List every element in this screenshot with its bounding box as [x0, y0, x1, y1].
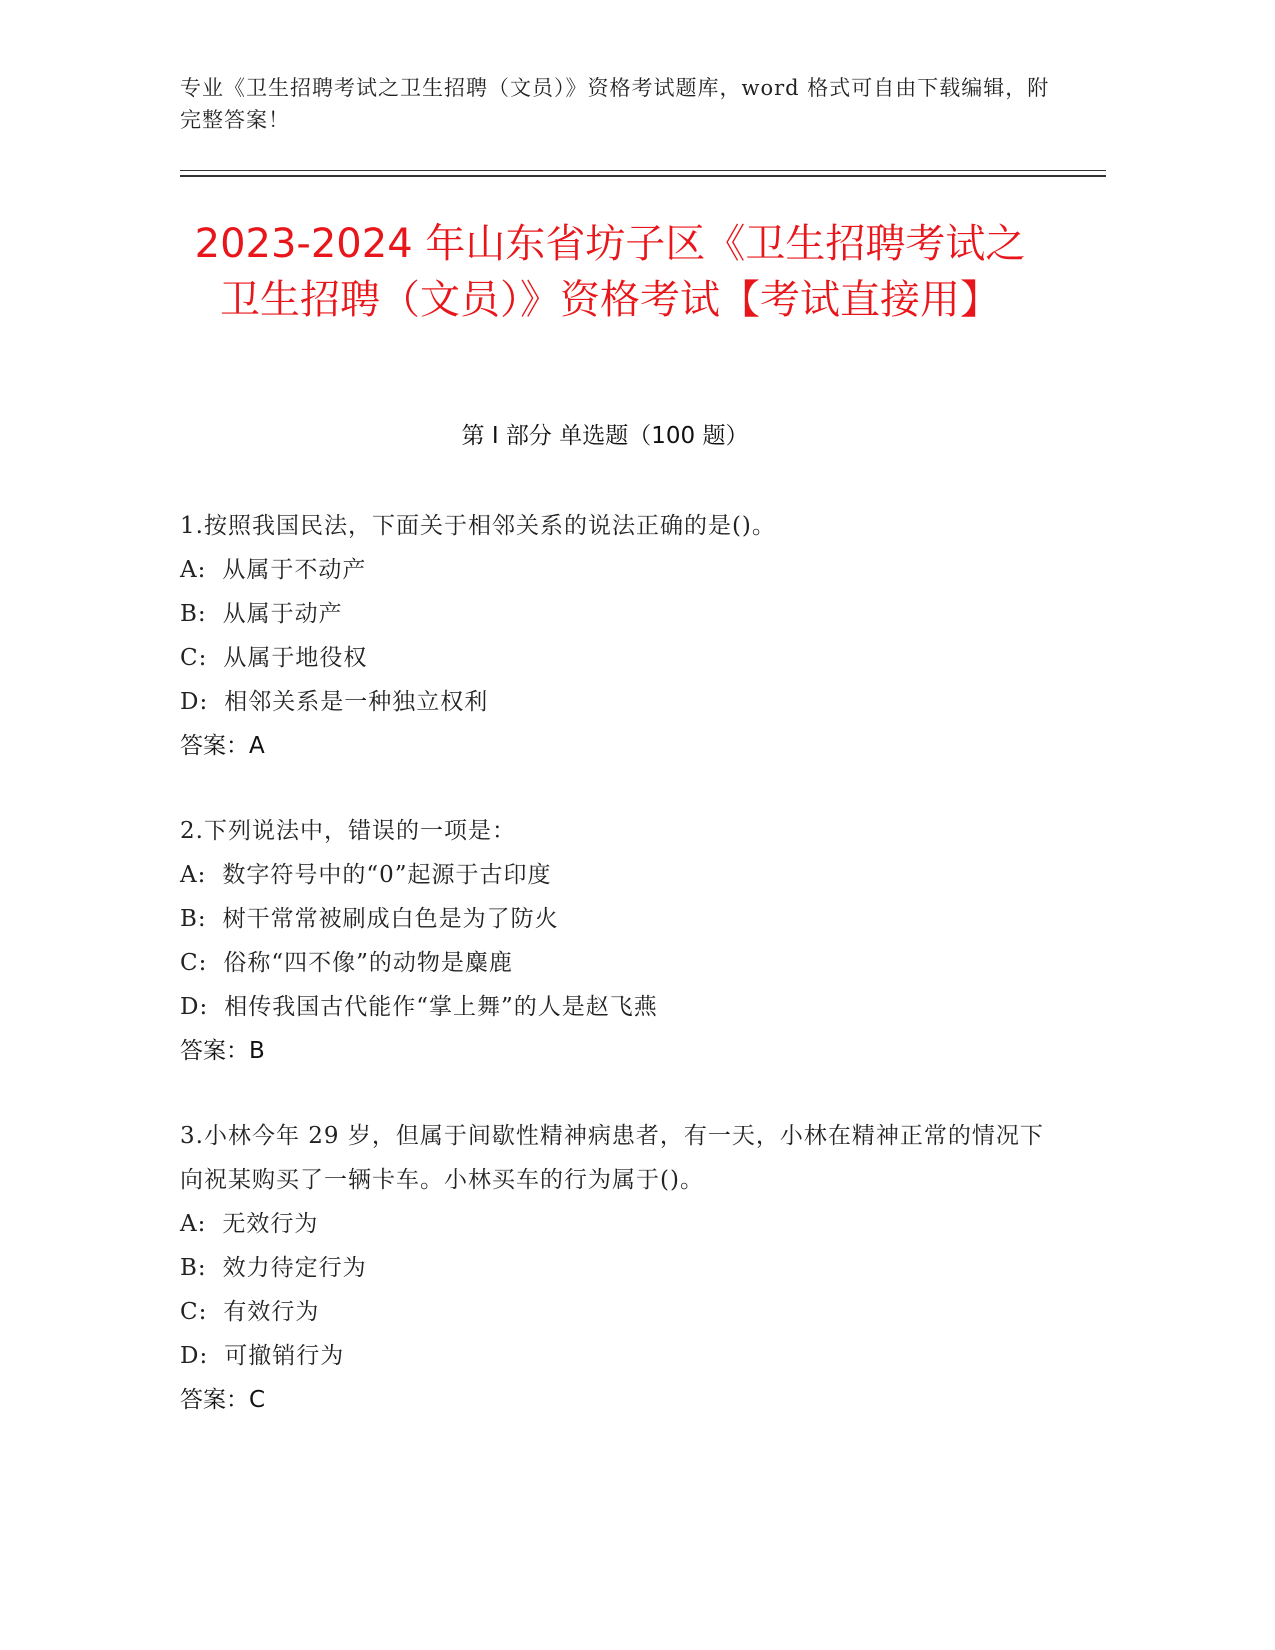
question-stem: 3.小林今年 29 岁，但属于间歇性精神病患者，有一天，小林在精神正常的情况下向祝某购买了一辆卡车。小林买车的行为属于()。 — [180, 1123, 1044, 1193]
header-divider-thin — [180, 170, 1106, 171]
option-a — [180, 853, 1050, 897]
option-separator: : — [197, 1211, 207, 1237]
option-separator: : — [198, 950, 208, 976]
question-3 — [180, 1114, 1050, 1422]
option-letter: C — [180, 1299, 199, 1325]
answer-line — [180, 1378, 1050, 1422]
answer-line — [180, 1029, 1050, 1073]
option-b — [180, 1246, 1050, 1290]
option-separator: : — [198, 645, 208, 671]
answer-value: B — [249, 1038, 265, 1064]
option-text: 可撤销行为 — [224, 1343, 345, 1369]
option-separator: : — [199, 1343, 209, 1369]
option-a — [180, 548, 1050, 592]
option-letter: D — [180, 1343, 200, 1369]
option-letter: C — [180, 950, 199, 976]
option-text: 从属于不动产 — [222, 557, 367, 583]
option-b — [180, 897, 1050, 941]
option-separator: : — [197, 557, 207, 583]
option-d — [180, 1334, 1050, 1378]
option-separator: : — [197, 1255, 207, 1281]
section-title: 第 I 部分 单选题（100 题） — [461, 423, 749, 449]
document-title: 2023-2024 年山东省坊子区《卫生招聘考试之卫生招聘（文员）》资格考试【考试直接用】 — [194, 221, 1026, 323]
option-text: 从属于动产 — [222, 601, 343, 627]
option-text: 数字符号中的“0”起源于古印度 — [222, 862, 552, 888]
option-separator: : — [197, 862, 207, 888]
option-d — [180, 985, 1050, 1029]
option-letter: A — [180, 1211, 198, 1237]
option-a — [180, 1202, 1050, 1246]
answer-label: 答案： — [180, 733, 249, 759]
option-separator: : — [199, 994, 209, 1020]
option-letter: B — [180, 906, 198, 932]
option-separator: : — [198, 1299, 208, 1325]
option-letter: C — [180, 645, 199, 671]
option-letter: D — [180, 994, 200, 1020]
header-divider-thick — [180, 175, 1106, 177]
option-letter: A — [180, 557, 198, 583]
option-c — [180, 636, 1050, 680]
option-text: 从属于地役权 — [223, 645, 368, 671]
option-letter: B — [180, 1255, 198, 1281]
option-text: 有效行为 — [223, 1299, 320, 1325]
question-stem: 1.按照我国民法，下面关于相邻关系的说法正确的是()。 — [180, 513, 776, 539]
option-separator: : — [199, 689, 209, 715]
option-separator: : — [197, 601, 207, 627]
option-d — [180, 680, 1050, 724]
answer-label: 答案： — [180, 1387, 249, 1413]
option-text: 相邻关系是一种独立权利 — [224, 689, 489, 715]
question-stem: 2.下列说法中，错误的一项是： — [180, 818, 516, 844]
option-text: 俗称“四不像”的动物是麋鹿 — [223, 950, 513, 976]
option-text: 效力待定行为 — [222, 1255, 367, 1281]
option-separator: : — [197, 906, 207, 932]
answer-value: A — [249, 733, 265, 759]
option-b — [180, 592, 1050, 636]
answer-line — [180, 724, 1050, 768]
option-c — [180, 941, 1050, 985]
option-text: 无效行为 — [222, 1211, 319, 1237]
option-text: 相传我国古代能作“掌上舞”的人是赵飞燕 — [224, 994, 658, 1020]
option-text: 树干常常被刷成白色是为了防火 — [222, 906, 559, 932]
option-c — [180, 1290, 1050, 1334]
option-letter: B — [180, 601, 198, 627]
answer-value: C — [249, 1387, 266, 1413]
answer-label: 答案： — [180, 1038, 249, 1064]
question-1 — [180, 504, 1050, 768]
option-letter: A — [180, 862, 198, 888]
question-2 — [180, 809, 1050, 1073]
header-note: 专业《卫生招聘考试之卫生招聘（文员）》资格考试题库，word 格式可自由下载编辑，附完整答案！ — [180, 76, 1050, 132]
option-letter: D — [180, 689, 200, 715]
